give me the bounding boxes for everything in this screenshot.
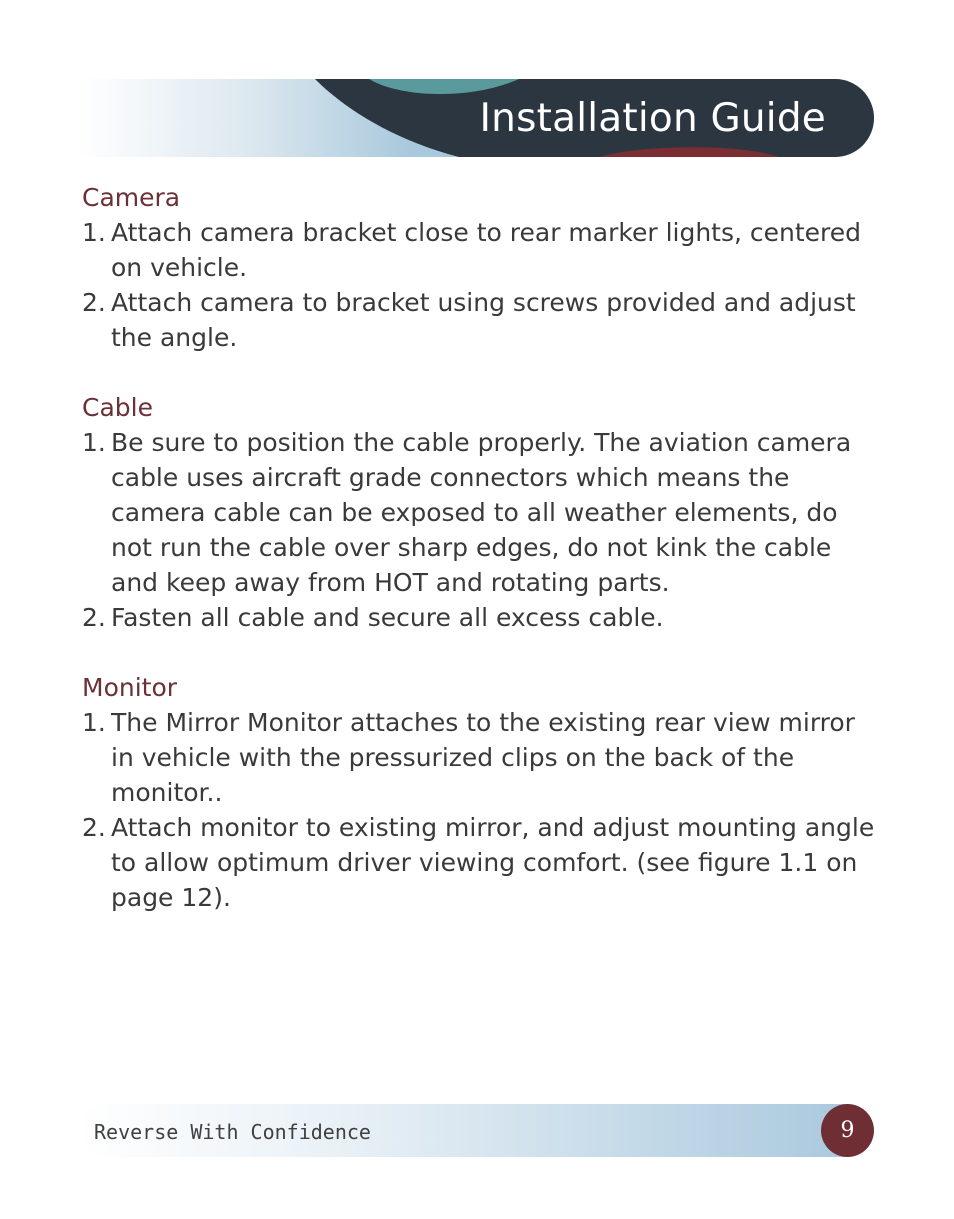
installation-content bbox=[82, 180, 882, 950]
step-number: 1. bbox=[82, 218, 106, 247]
header-banner bbox=[79, 79, 874, 157]
section-camera bbox=[82, 180, 882, 355]
footer-tagline: Reverse With Confidence bbox=[94, 1120, 371, 1144]
step-list bbox=[82, 425, 882, 635]
step-number: 2. bbox=[82, 603, 106, 632]
step-item bbox=[82, 600, 882, 635]
step-list bbox=[82, 705, 882, 915]
step-item bbox=[82, 285, 882, 355]
step-text: The Mirror Monitor attaches to the existing rear view mirror in vehicle with the pressurized clips on the back of the monitor.. bbox=[111, 708, 855, 807]
step-item bbox=[82, 425, 882, 600]
step-text: Be sure to position the cable properly. The aviation camera cable uses aircraft grade connectors which means the camera cable can be exposed to all weather elements, do not run the cable over sharp edges, do not kink the cable and keep away from HOT and rotating parts. bbox=[111, 428, 852, 597]
step-item bbox=[82, 810, 882, 915]
step-number: 2. bbox=[82, 813, 106, 842]
section-heading: Camera bbox=[82, 183, 181, 212]
section-heading: Cable bbox=[82, 393, 153, 422]
step-number: 2. bbox=[82, 288, 106, 317]
step-list bbox=[82, 215, 882, 355]
step-text: Attach camera to bracket using screws provided and adjust the angle. bbox=[111, 288, 856, 352]
footer-bar bbox=[79, 1104, 849, 1157]
page-title: Installation Guide bbox=[479, 96, 826, 141]
step-number: 1. bbox=[82, 428, 106, 457]
step-text: Attach camera bracket close to rear marker lights, centered on vehicle. bbox=[111, 218, 862, 282]
step-item bbox=[82, 705, 882, 810]
section-monitor bbox=[82, 670, 882, 915]
step-number: 1. bbox=[82, 708, 106, 737]
step-item bbox=[82, 215, 882, 285]
page-number-badge: 9 bbox=[821, 1104, 874, 1157]
step-text: Attach monitor to existing mirror, and adjust mounting angle to allow optimum driver viewing comfort. (see figure 1.1 on page 12). bbox=[111, 813, 875, 912]
section-cable bbox=[82, 390, 882, 635]
section-heading: Monitor bbox=[82, 673, 178, 702]
step-text: Fasten all cable and secure all excess cable. bbox=[111, 603, 664, 632]
